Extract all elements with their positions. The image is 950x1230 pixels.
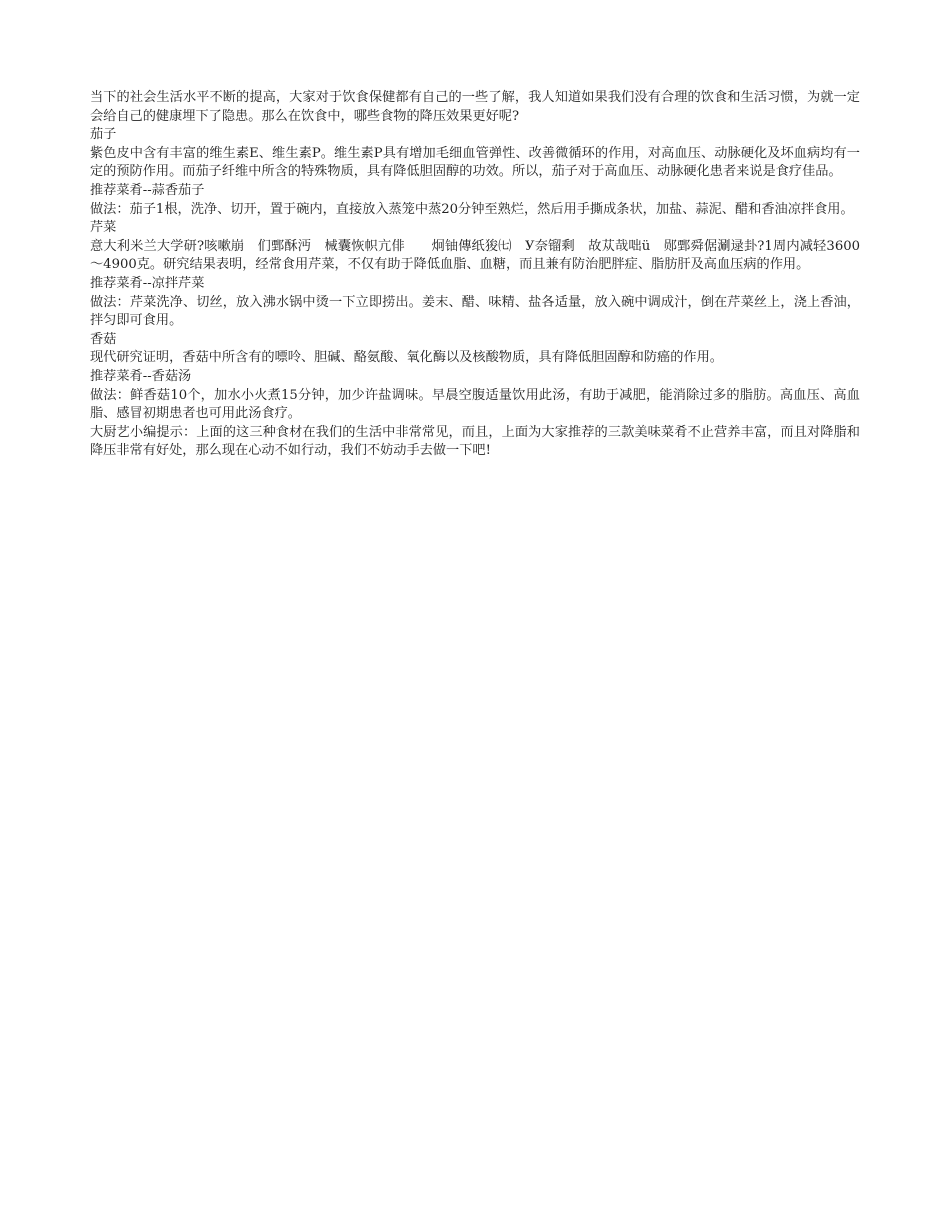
dish-method-celery: 做法：芹菜洗净、切丝，放入沸水锅中烫一下立即捞出。姜末、醋、味精、盐各适量，放入碗中调成汁，倒在芹菜丝上，浇上香油，拌匀即可食用。 [90,294,860,329]
closing-paragraph: 大厨艺小编提示：上面的这三种食材在我们的生活中非常常见，而且，上面为大家推荐的三款美味菜肴不止营养丰富，而且对降脂和降压非常有好处，那么现在心动不如行动，我们不妨动手去做一下吧! [90,424,860,459]
dish-method-mushroom: 做法：鲜香菇10个，加水小火煮15分钟，加少许盐调味。早晨空腹适量饮用此汤，有助于减肥，能消除过多的脂肪。高血压、高血脂、感冒初期患者也可用此汤食疗。 [90,387,860,422]
section-heading-mushroom: 香菇 [90,331,117,347]
dish-title-mushroom: 推荐菜肴--香菇汤 [90,368,192,384]
document-page [90,89,860,461]
section-body-celery: 意大利米兰大学研?咳嗽崩 们鄄酥沔 械囊恢帜亢俳 炯铀傳纸狻㈦ У奈镏剩 故苁哉咄ü 郧鄄舜倨涮逯卦?1周内减轻3600～4900克。研究结果表明，经常食用芹菜，不仅有助于降低血脂、血糖，而且兼有防治肥胖症、脂肪肝及高血压病的作用。 [90,238,860,273]
intro-paragraph: 当下的社会生活水平不断的提高，大家对于饮食保健都有自己的一些了解，我人知道如果我们没有合理的饮食和生活习惯，为就一定会给自己的健康埋下了隐患。那么在饮食中，哪些食物的降压效果更好呢? [90,90,860,124]
section-heading-celery: 芹菜 [90,220,117,236]
dish-title-celery: 推荐菜肴--凉拌芹菜 [90,275,205,291]
section-heading-eggplant: 茄子 [90,127,117,143]
section-body-mushroom: 现代研究证明，香菇中所含有的嘌呤、胆碱、酪氨酸、氧化酶以及核酸物质，具有降低胆固醇和防癌的作用。 [90,350,723,366]
section-body-eggplant: 紫色皮中含有丰富的维生素E、维生素P。维生素P具有增加毛细血管弹性、改善微循环的作用，对高血压、动脉硬化及坏血病均有一定的预防作用。而茄子纤维中所含的特殊物质，具有降低胆固醇的功效。所以，茄子对于高血压、动脉硬化患者来说是食疗佳品。 [90,145,860,180]
dish-method-eggplant: 做法：茄子1根，洗净、切开，置于碗内，直接放入蒸笼中蒸20分钟至熟烂，然后用手撕成条状，加盐、蒜泥、醋和香油凉拌食用。 [90,201,854,217]
dish-title-eggplant: 推荐菜肴--蒜香茄子 [90,182,205,198]
